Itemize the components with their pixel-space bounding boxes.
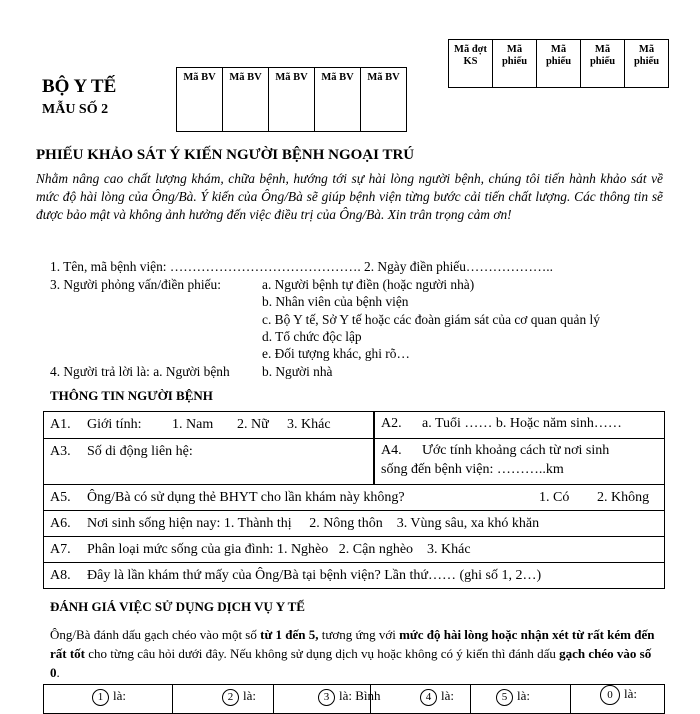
scale-0 <box>600 685 637 705</box>
ministry-title: BỘ Y TẾ <box>42 76 117 97</box>
a4-code: A4. <box>381 443 402 458</box>
instruction-text: tương ứng với <box>318 627 400 642</box>
form-number: MẪU SỐ 2 <box>42 102 109 117</box>
service-heading: ĐÁNH GIÁ VIỆC SỬ DỤNG DỊCH VỤ Y TẾ <box>50 599 305 614</box>
divider <box>570 684 571 714</box>
divider <box>470 684 471 714</box>
form-code-cell[interactable]: Mã phiếu <box>625 40 669 88</box>
divider <box>273 684 274 714</box>
a7-code: A7. <box>50 542 71 557</box>
divider <box>374 438 665 439</box>
form-code-cell[interactable]: Mã phiếu <box>493 40 537 88</box>
gender-male-option[interactable]: 1. Nam <box>172 417 214 432</box>
scale-1 <box>92 688 126 706</box>
scale-label: là: <box>113 688 126 703</box>
question-3-label: 3. Người phỏng vấn/điền phiếu: <box>50 277 221 292</box>
hospital-code-cell[interactable]: Mã BV <box>223 68 269 132</box>
gender-other-option[interactable]: 3. Khác <box>287 417 331 432</box>
a8-question[interactable]: Đây là lần khám thứ mấy của Ông/Bà tại bệnh viện? Lần thứ…… (ghi số 1, 2…) <box>87 568 542 583</box>
a3-code: A3. <box>50 444 71 459</box>
q3-option-a[interactable]: a. Người bệnh tự điền (hoặc người nhà) <box>262 277 475 292</box>
intro-paragraph: Nhằm nâng cao chất lượng khám, chữa bệnh, hướng tới sự hài lòng người bệnh, chúng tôi tiến hành khảo sát về mức độ hài lòng của Ông/Bà. Ý kiến của Ông/Bà sẽ giúp bệnh viện từng bước cải tiến chất lượng. Các thông tin sẽ được bảo mật và không ảnh hưởng đến việc điều trị của Ông/Bà. Xin trân trọng cảm ơn! <box>36 171 663 222</box>
survey-code-table <box>448 39 669 88</box>
a1-code: A1. <box>50 417 71 432</box>
q3-option-d[interactable]: d. Tổ chức độc lập <box>262 329 362 344</box>
instruction-text: cho từng câu hỏi dưới đây. Nếu không sử dụng dịch vụ hoặc không có ý kiến thì đánh dấu <box>85 646 560 661</box>
question-4-label[interactable]: 4. Người trả lời là: a. Người bệnh <box>50 364 230 379</box>
a4-distance-field[interactable]: sống đến bệnh viện: ………..km <box>381 462 564 477</box>
hospital-code-cell[interactable]: Mã BV <box>177 68 223 132</box>
hospital-code-table <box>176 67 407 132</box>
scale-label: là: Bình <box>339 688 381 703</box>
scale-3 <box>318 688 381 706</box>
form-code-cell[interactable]: Mã phiếu <box>581 40 625 88</box>
q4-option-b[interactable]: b. Người nhà <box>262 364 333 379</box>
patient-info-heading: THÔNG TIN NGƯỜI BỆNH <box>50 388 213 403</box>
a8-code: A8. <box>50 568 71 583</box>
instruction-bold: gạch chéo vào số 0 <box>50 646 652 680</box>
scale-4 <box>420 688 454 706</box>
q3-option-c[interactable]: c. Bộ Y tế, Sở Y tế hoặc các đoàn giám sát của cơ quan quản lý <box>262 312 600 327</box>
a1-label: Giới tính: <box>87 417 142 432</box>
number-circle-icon: 4 <box>420 689 437 706</box>
divider <box>172 684 173 714</box>
a2-age-field[interactable]: a. Tuổi …… b. Hoặc năm sinh…… <box>422 416 622 431</box>
a4-line1: Ước tính khoảng cách từ nơi sinh <box>422 443 610 458</box>
scale-label: là: <box>243 688 256 703</box>
a5-question: Ông/Bà có sử dụng thẻ BHYT cho lần khám này không? <box>87 490 405 505</box>
a7-question[interactable]: Phân loại mức sống của gia đình: 1. Nghèo 2. Cận nghèo 3. Khác <box>87 542 471 557</box>
number-circle-icon: 3 <box>318 689 335 706</box>
instruction-bold: từ 1 đến 5, <box>260 627 319 642</box>
a5-no-option[interactable]: 2. Không <box>597 490 650 505</box>
a6-question[interactable]: Nơi sinh sống hiện nay: 1. Thành thị 2. Nông thôn 3. Vùng sâu, xa khó khăn <box>87 516 540 531</box>
number-circle-icon: 5 <box>496 689 513 706</box>
hospital-code-cell[interactable]: Mã BV <box>361 68 407 132</box>
number-circle-icon: 2 <box>222 689 239 706</box>
form-code-cell[interactable]: Mã phiếu <box>537 40 581 88</box>
divider <box>43 438 374 439</box>
question-1[interactable]: 1. Tên, mã bệnh viện: ……………………………………. 2. Ngày điền phiếu……………….. <box>50 259 553 274</box>
survey-round-cell[interactable]: Mã đợt KS <box>449 40 493 88</box>
a3-phone-field[interactable]: Số di động liên hệ: <box>87 444 193 459</box>
instruction-paragraph <box>50 625 664 682</box>
instruction-text: Ông/Bà đánh dấu gạch chéo vào một số <box>50 627 261 642</box>
a5-code: A5. <box>50 490 71 505</box>
survey-title: PHIẾU KHẢO SÁT Ý KIẾN NGƯỜI BỆNH NGOẠI TRÚ <box>36 147 415 163</box>
instruction-bold: mức độ hài lòng hoặc nhận xét từ rất kém đến rất tốt <box>50 627 655 661</box>
gender-female-option[interactable]: 2. Nữ <box>237 417 269 432</box>
scale-label: là: <box>624 686 637 701</box>
a6-code: A6. <box>50 516 71 531</box>
hospital-code-cell[interactable]: Mã BV <box>315 68 361 132</box>
instruction-text: . <box>56 665 60 680</box>
number-circle-icon: 1 <box>92 689 109 706</box>
scale-5 <box>496 688 530 706</box>
scale-label: là: <box>517 688 530 703</box>
scale-2 <box>222 688 256 706</box>
number-circle-icon: 0 <box>600 685 620 705</box>
q3-option-b[interactable]: b. Nhân viên của bệnh viện <box>262 294 409 309</box>
hospital-code-cell[interactable]: Mã BV <box>269 68 315 132</box>
q3-option-e[interactable]: e. Đối tượng khác, ghi rõ… <box>262 346 410 361</box>
a5-yes-option[interactable]: 1. Có <box>539 490 570 505</box>
scale-label: là: <box>441 688 454 703</box>
a2-code: A2. <box>381 416 402 431</box>
